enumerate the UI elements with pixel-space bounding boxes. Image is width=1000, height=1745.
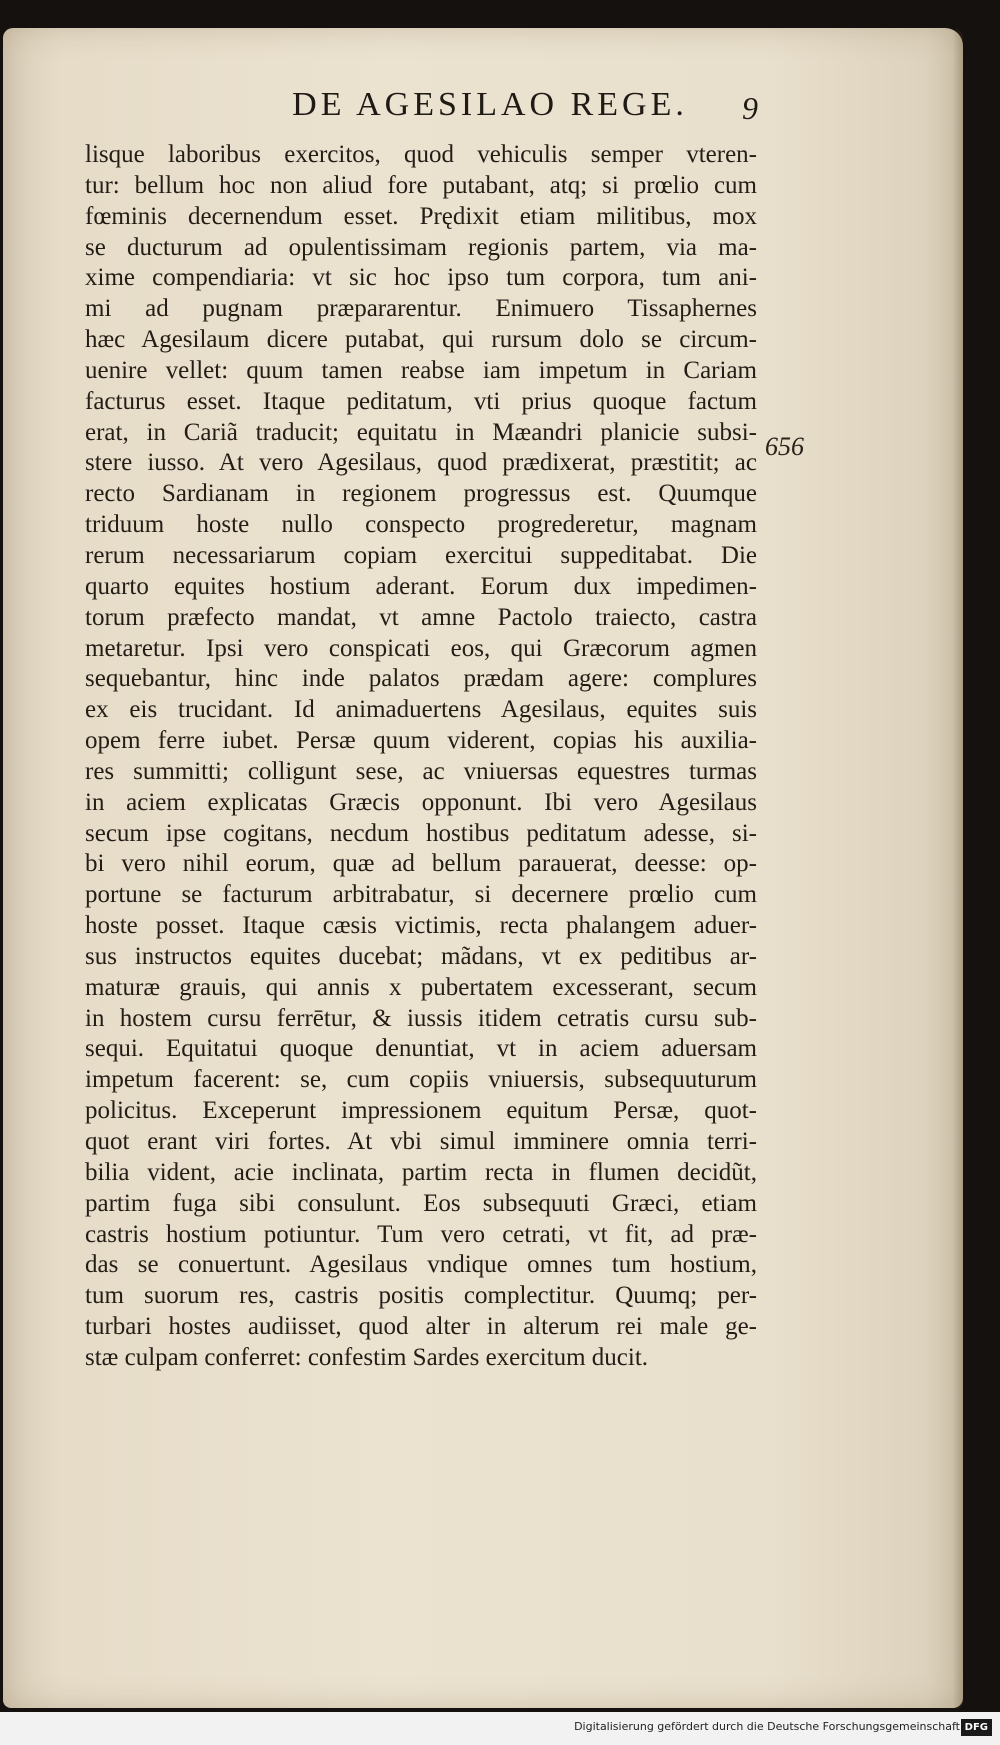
page-edge-shadow	[953, 28, 963, 1708]
text-line: sequi. Equitatui quoque denuntiat, vt in aciem aduersam	[85, 1035, 757, 1063]
footer-credit: Digitalisierung gefördert durch die Deutsche Forschungsgemeinschaft	[574, 1720, 960, 1733]
text-line: uenire vellet: quum tamen reabse iam impetum in Cariam	[85, 356, 757, 384]
body-text	[85, 140, 757, 1374]
text-line: hoste posset. Itaque cæsis victimis, recta phalangem aduer-	[85, 912, 757, 940]
text-line: lisque laboribus exercitos, quod vehiculis semper vteren-	[85, 141, 757, 168]
dfg-logo: DFG	[961, 1719, 992, 1736]
text-line: stere iusso. At vero Agesilaus, quod prædixerat, præstitit; ac	[85, 449, 757, 477]
text-line: turbari hostes audiisset, quod alter in alterum rei male ge-	[85, 1313, 757, 1341]
running-head: DE AGESILAO REGE.	[292, 86, 688, 123]
text-line: se ducturum ad opulentissimam regionis partem, via ma-	[85, 233, 757, 261]
text-line: quarto equites hostium aderant. Eorum dux impedimen-	[85, 572, 757, 600]
text-line: rerum necessariarum copiam exercitui suppeditabat. Die	[85, 541, 757, 569]
text-line: partim fuga sibi consulunt. Eos subsequuti Græci, etiam	[85, 1189, 757, 1217]
text-line: portune se facturum arbitrabatur, si decernere prœlio cum	[85, 881, 757, 909]
text-line: in hostem cursu ferrētur, & iussis itidem cetratis cursu sub-	[85, 1004, 757, 1032]
text-line: impetum facerent: se, cum copiis vniuersis, subsequuturum	[85, 1066, 757, 1094]
text-line: tum suorum res, castris positis complectitur. Quumq; per-	[85, 1282, 757, 1310]
text-line: stæ culpam conferret: confestim Sardes exercitum ducit.	[85, 1343, 649, 1371]
text-line: erat, in Cariã traducit; equitatu in Mæandri planicie subsi-	[85, 418, 757, 446]
text-line: metaretur. Ipsi vero conspicati eos, qui Græcorum agmen	[85, 634, 757, 662]
text-line: fœminis decernendum esset. Prędixit etiam militibus, mox	[85, 202, 757, 230]
text-line: das se conuertunt. Agesilaus vndique omnes tum hostium,	[85, 1251, 757, 1279]
text-line: ex eis trucidant. Id animaduertens Agesilaus, equites suis	[85, 696, 757, 724]
text-line: hæc Agesilaum dicere putabat, qui rursum dolo se circum-	[85, 326, 757, 354]
text-line: recto Sardianam in regionem progressus est. Quumque	[85, 480, 757, 508]
text-line: facturus esset. Itaque peditatum, vti prius quoque factum	[85, 387, 757, 415]
text-line: res summitti; colligunt sese, ac vniuersas equestres turmas	[85, 757, 757, 785]
text-line: bilia vident, acie inclinata, partim recta in flumen decidũt,	[85, 1158, 757, 1186]
text-line: triduum hoste nullo conspecto progrederetur, magnam	[85, 511, 757, 539]
text-line: sequebantur, hinc inde palatos prædam agere: complures	[85, 665, 757, 693]
text-line: sus instructos equites ducebat; mãdans, vt ex peditibus ar-	[85, 942, 757, 970]
marginal-note: 656	[765, 432, 804, 461]
footer-bar	[0, 1712, 1000, 1745]
text-line: opem ferre iubet. Persæ quum viderent, copias his auxilia-	[85, 727, 757, 755]
text-line: xime compendiaria: vt sic hoc ipso tum corpora, tum ani-	[85, 264, 757, 292]
text-line: bi vero nihil eorum, quæ ad bellum parauerat, deesse: op-	[85, 850, 757, 878]
text-line: in aciem explicatas Græcis opponunt. Ibi vero Agesilaus	[85, 788, 757, 816]
text-line: policitus. Exceperunt impressionem equitum Persæ, quot-	[85, 1097, 757, 1125]
text-line: castris hostium potiuntur. Tum vero cetrati, vt fit, ad præ-	[85, 1220, 757, 1248]
page-number: 9	[742, 90, 758, 126]
text-line: tur: bellum hoc non aliud fore putabant, atq; si prœlio cum	[85, 171, 757, 199]
text-line: maturæ grauis, qui annis x pubertatem excesserant, secum	[85, 973, 757, 1001]
text-line: secum ipse cogitans, necdum hostibus peditatum adesse, si-	[85, 819, 757, 847]
text-line: quot erant viri fortes. At vbi simul imminere omnia terri-	[85, 1128, 757, 1155]
text-line: mi ad pugnam præpararentur. Enimuero Tissaphernes	[85, 295, 757, 323]
text-line: torum præfecto mandat, vt amne Pactolo traiecto, castra	[85, 603, 757, 631]
